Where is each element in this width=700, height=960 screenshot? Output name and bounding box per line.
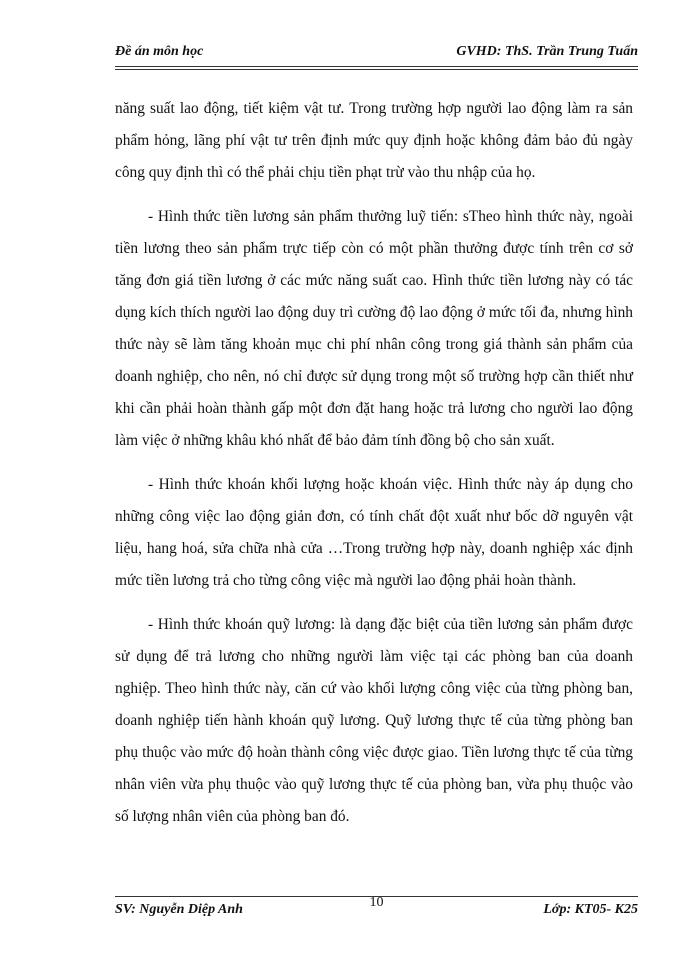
paragraph-progressive-bonus: - Hình thức tiền lương sản phẩm thưởng luỹ tiến: sTheo hình thức này, ngoài tiền lương theo sản phẩm trực tiếp còn có một phần thưởng được tính trên cơ sở tăng đơn giá tiền lương ở các mức năng suất cao. Hình thức tiền lương này có tác dụng kích thích người lao động duy trì cường độ lao động ở mức tối đa, nhưng hình thức này sẽ làm tăng khoản mục chi phí nhân công trong giá thành sản phẩm của doanh nghiệp, cho nên, nó chỉ được sử dụng trong một số trường hợp cần thiết như khi cần phải hoàn thành gấp một đơn đặt hang hoặc trả lương cho người lao động làm việc ở những khâu khó nhất để bảo đảm tính đồng bộ cho sản xuất. <box>115 208 633 449</box>
page-body <box>115 93 633 845</box>
footer-student: SV: Nguyễn Diệp Anh <box>115 902 243 917</box>
footer-class: Lớp: KT05- K25 <box>543 902 638 917</box>
paragraph-job-contract: - Hình thức khoán khối lượng hoặc khoán việc. Hình thức này áp dụng cho những công việc lao động giản đơn, có tính chất đột xuất như bốc dỡ nguyên vật liệu, hang hoá, sửa chữa nhà cửa …Trong trường hợp này, doanh nghiệp xác định mức tiền lương trả cho từng công việc mà người lao động phải hoàn thành. <box>115 476 633 589</box>
header-instructor: GVHD: ThS. Trần Trung Tuấn <box>456 44 638 59</box>
page-number: 10 <box>369 895 384 910</box>
paragraph-continuation: năng suất lao động, tiết kiệm vật tư. Trong trường hợp người lao động làm ra sản phẩm hỏng, lãng phí vật tư trên định mức quy định hoặc không đảm bảo đủ ngày công quy định thì có thể phải chịu tiền phạt trừ vào thu nhập của họ. <box>115 100 633 181</box>
page-footer <box>115 896 638 921</box>
paragraph-salary-fund: - Hình thức khoán quỹ lương: là dạng đặc biệt của tiền lương sản phẩm được sử dụng để trả lương cho những người làm việc tại các phòng ban của doanh nghiệp. Theo hình thức này, căn cứ vào khối lượng công việc của từng phòng ban, doanh nghiệp tiến hành khoán quỹ lương. Quỹ lương thực tế của từng phòng ban phụ thuộc vào mức độ hoàn thành công việc được giao. Tiền lương thực tế của từng nhân viên vừa phụ thuộc vào quỹ lương thực tế của phòng ban, vừa phụ thuộc vào số lượng nhân viên của phòng ban đó. <box>115 616 633 825</box>
page-header <box>115 44 638 70</box>
header-course-title: Đề án môn học <box>115 44 204 59</box>
